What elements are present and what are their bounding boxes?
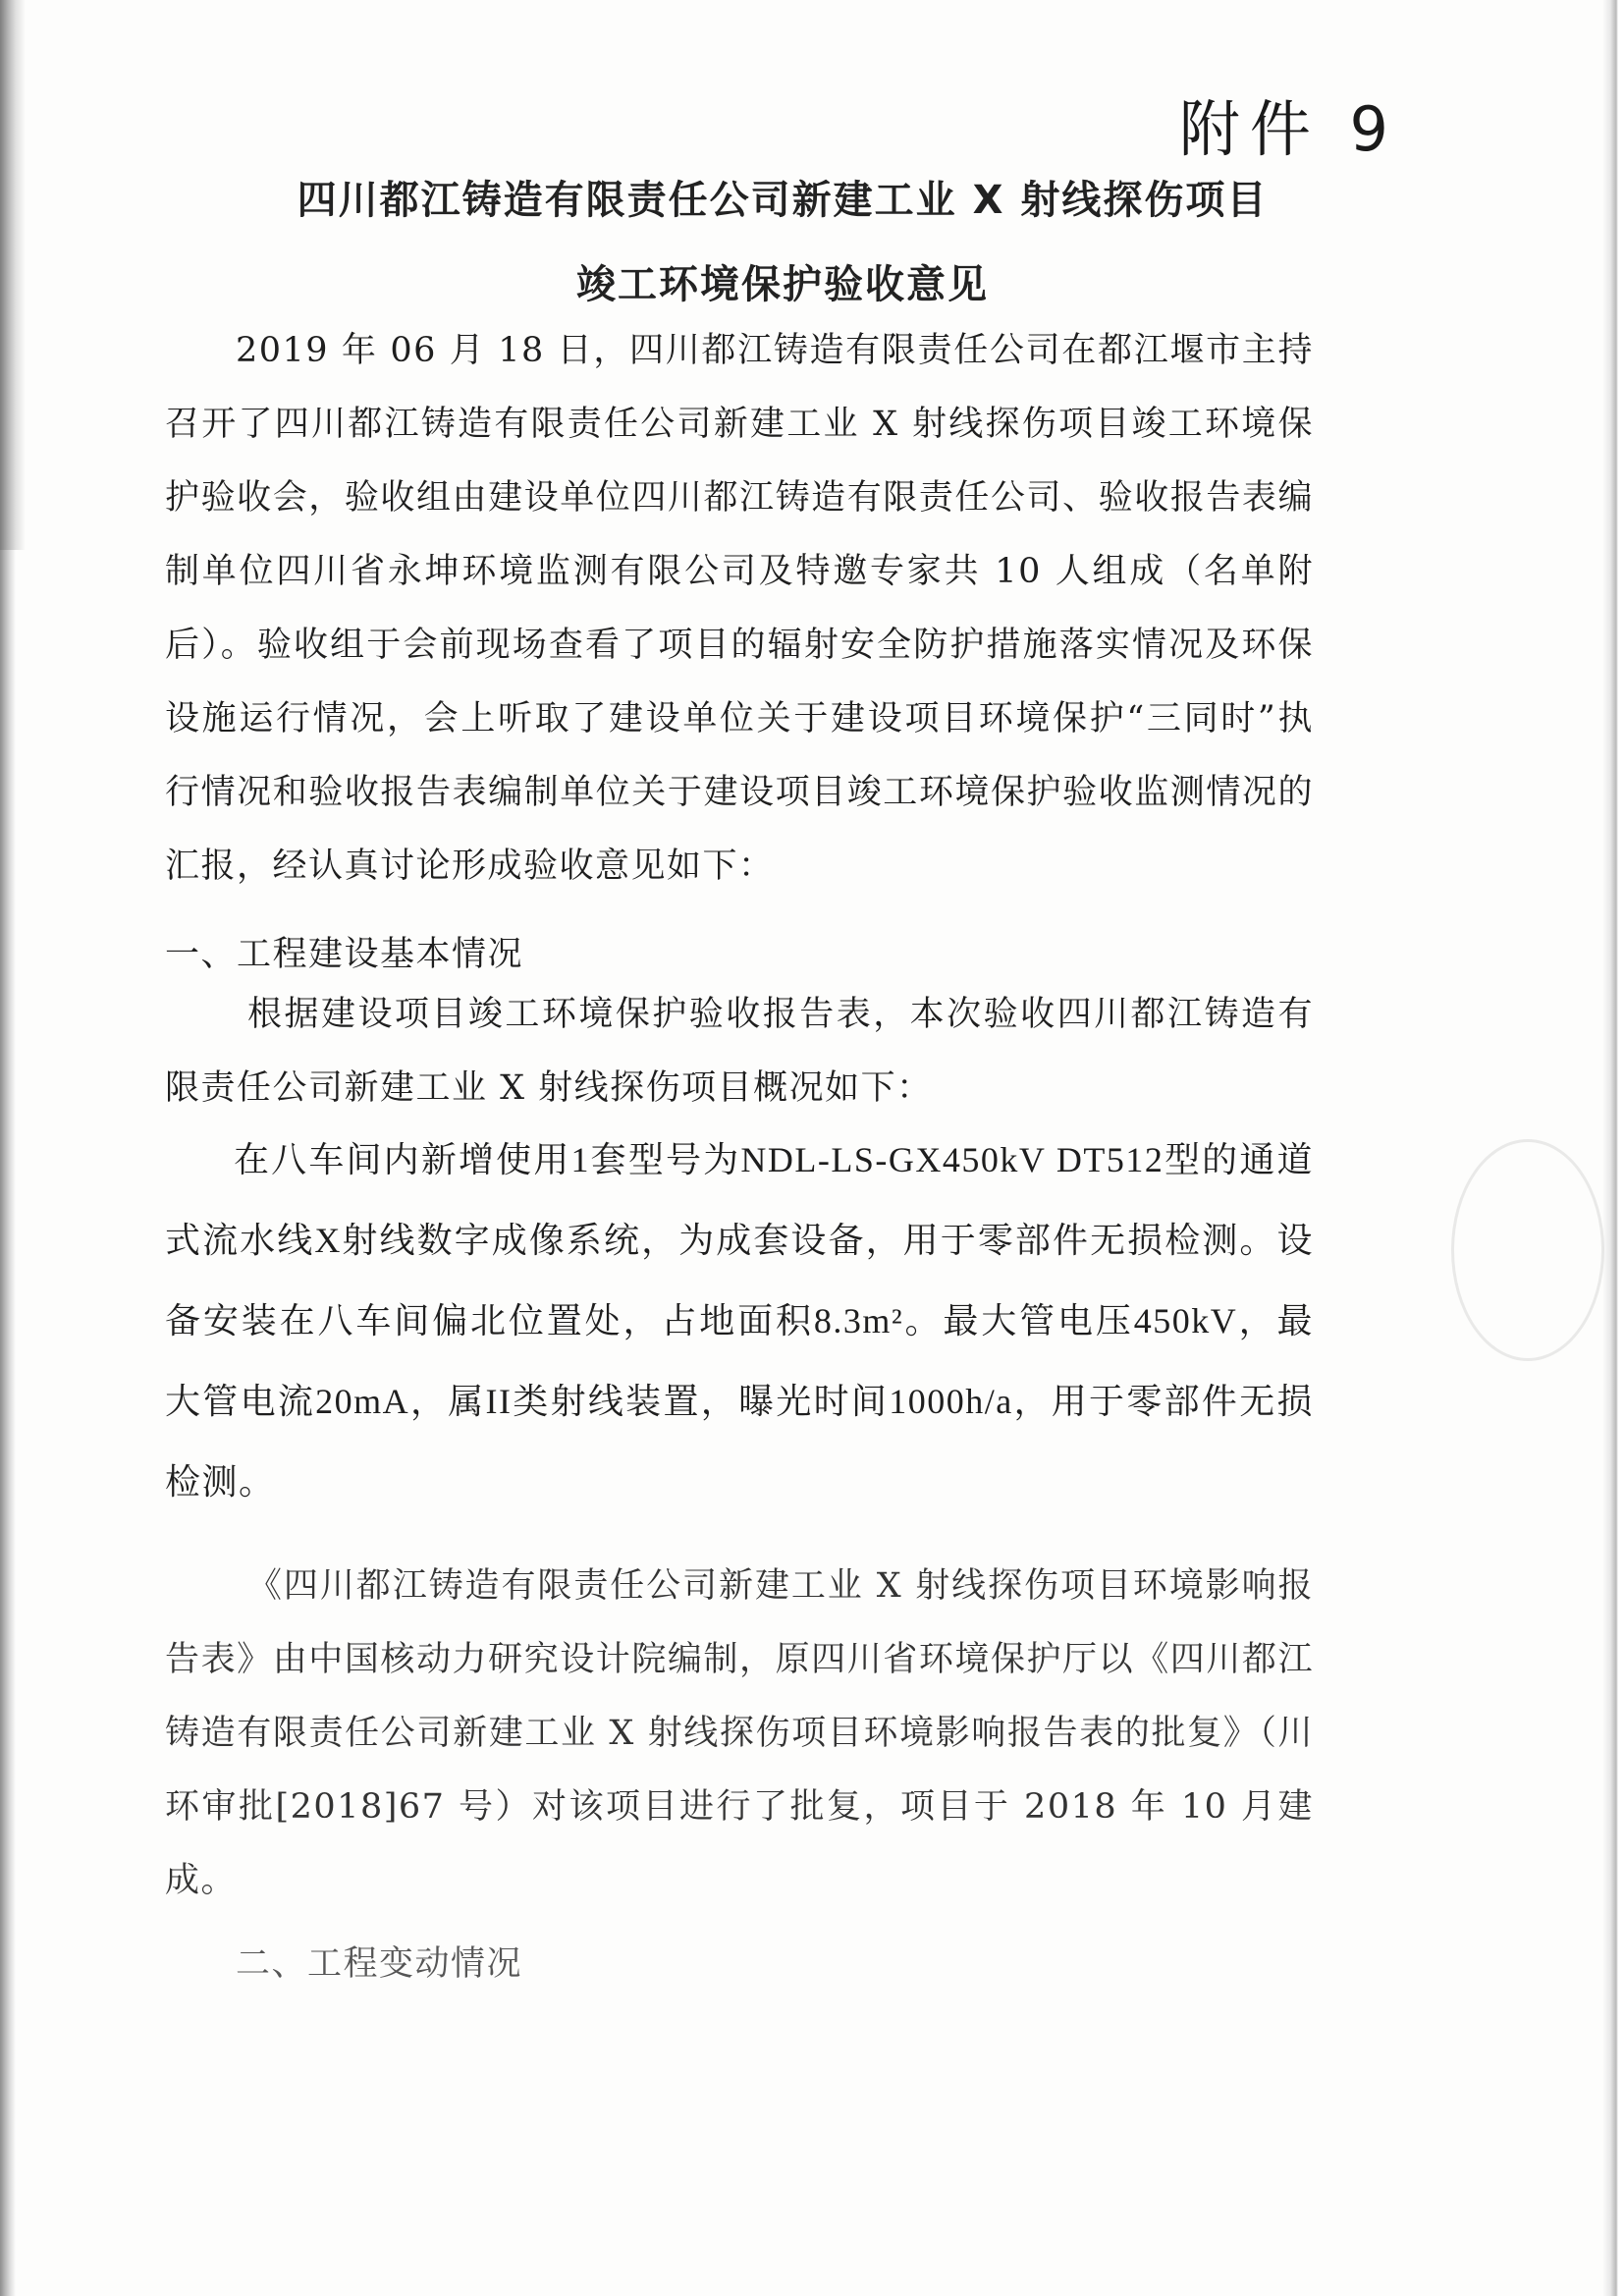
intro-paragraph: 2019 年 06 月 18 日，四川都江铸造有限责任公司在都江堰市主持召开了四川都江铸造有限责任公司新建工业 X 射线探伤项目竣工环境保护验收会，验收组由建设单位四川都江铸造有限责任公司、验收报告表编制单位四川省永坤环境监测有限公司及特邀专家共 10 人组成（名单附后）。验收组于会前现场查看了项目的辐射安全防护措施落实情况及环保设施运行情况，会上听取了建设单位关于建设项目环境保护“三同时”执行情况和验收报告表编制单位关于建设项目竣工环境保护验收监测情况的汇报，经认真讨论形成验收意见如下： [165,331,1314,886]
document-title-line-1: 四川都江铸造有限责任公司新建工业 X 射线探伤项目 [297,178,1269,223]
equipment-paragraph: 在八车间内新增使用1套型号为NDL-LS-GX450kV DT512型的通道式流水线X射线数字成像系统，为成套设备，用于零部件无损检测。设备安装在八车间偏北位置处，占地面积8.3m²。最大管电压450kV，最大管电流20mA，属II类射线装置，曝光时间1000h/a，用于零部件无损检测。 [165,1140,1314,1502]
section-heading-1: 一、工程建设基本情况 [165,935,524,974]
attachment-label: 附件 9 [1178,93,1398,165]
section-heading-2: 二、工程变动情况 [236,1944,523,1984]
scan-edge-right [1602,0,1624,2296]
approval-paragraph: 《四川都江铸造有限责任公司新建工业 X 射线探伤项目环境影响报告表》由中国核动力研究设计院编制，原四川省环境保护厅以《四川都江铸造有限责任公司新建工业 X 射线探伤项目环境影响报告表的批复》（川环审批[2018]67 号）对该项目进行了批复，项目于 2018 年 10 月建成。 [165,1566,1314,1900]
faint-seal-stamp [1451,1139,1604,1361]
document-title-line-2: 竣工环境保护验收意见 [576,262,989,307]
overview-paragraph: 根据建设项目竣工环境保护验收报告表，本次验收四川都江铸造有限责任公司新建工业 X 射线探伤项目概况如下： [165,995,1314,1108]
